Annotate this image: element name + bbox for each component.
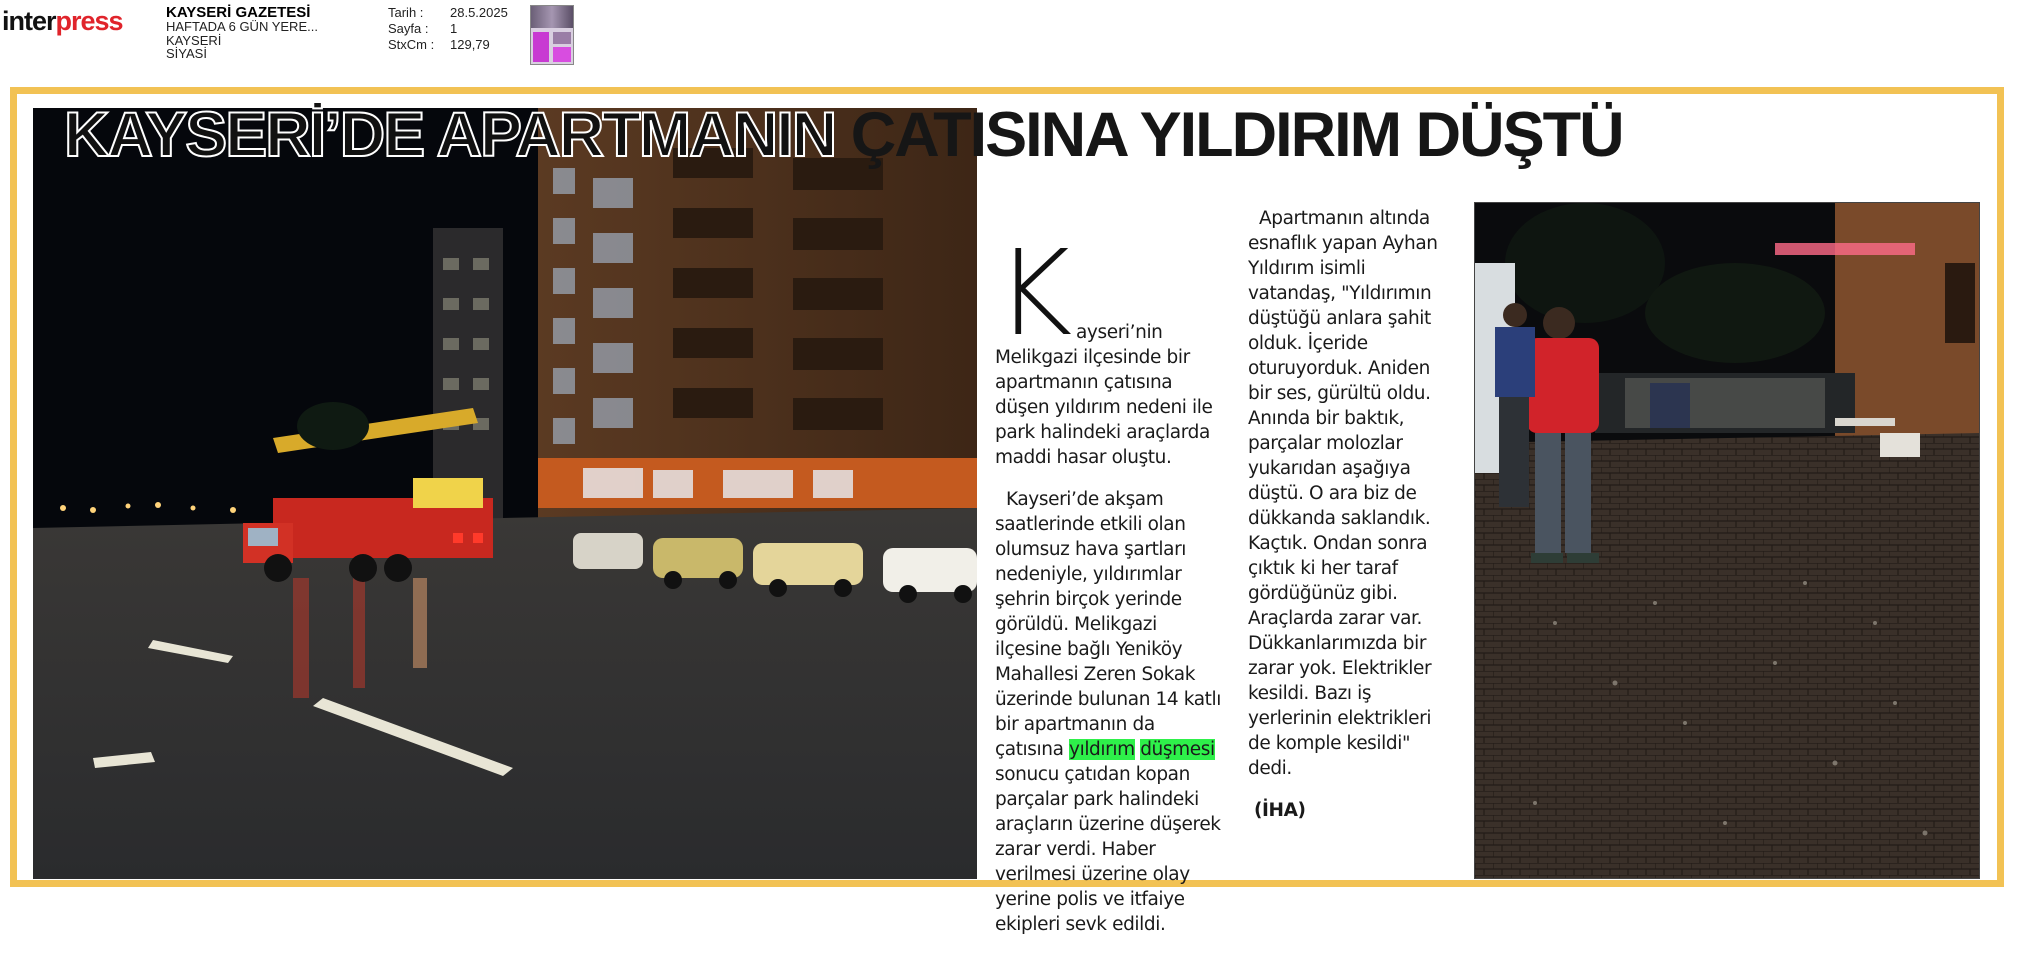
- fire-truck-street-photo: [33, 108, 977, 879]
- highlight-word-2: düşmesi: [1140, 739, 1215, 760]
- headline-solid-part: ÇATISINA YILDIRIM DÜŞTÜ: [850, 100, 1623, 170]
- date-value: 28.5.2025: [450, 5, 508, 20]
- article-headline: [64, 100, 1964, 170]
- highlight-word-1: yıldırım: [1069, 739, 1135, 760]
- paragraph-2: Kayseri’de akşam saatlerinde etkili olan olumsuz hava şartları nedeniyle, yıldırımlar şehrin birçok yerinde görüldü. Melikgazi ilçesine bağlı Yeniköy Mahallesi Zeren Sokak üzerinde bulunan 14 katlı bir apartmanın da çatısına yıldırım düşmesi sonucu çatıdan kopan parçalar park halindeki araçların üzerine düşerek zarar verdi. Haber verilmesi üzerine olay yerine polis ve itfaiye ekipleri sevk edildi.: [995, 489, 1221, 935]
- publication-name: KAYSERİ GAZETESİ: [166, 4, 311, 21]
- publication-frequency: HAFTADA 6 GÜN YERE...: [166, 19, 318, 34]
- drop-cap: K: [995, 224, 1072, 362]
- clipping-meta: [388, 5, 508, 53]
- interpress-logo: interpress: [2, 6, 123, 36]
- publication-city: KAYSERİ: [166, 32, 222, 48]
- publication-category: SİYASİ: [166, 46, 207, 61]
- publication-info: [166, 5, 318, 61]
- page-thumbnail[interactable]: [530, 5, 574, 65]
- page-value: 1: [450, 21, 458, 36]
- paragraph-lead: Kayseri’nin Melikgazi ilçesinde bir apartmanın çatısına düşen yıldırım nedeni ile park halindeki araçlarda maddi hasar oluştu.: [995, 224, 1213, 468]
- stxcm-label: StxCm :: [388, 37, 435, 52]
- date-label: Tarih :: [388, 5, 424, 20]
- headline-outlined-part: KAYSERİ’DE APARTMANIN: [64, 100, 836, 170]
- article-column-2: [1248, 206, 1456, 823]
- stxcm-value: 129,79: [450, 37, 490, 52]
- paragraph-3: Apartmanın altında esnaflık yapan Ayhan Yıldırım isimli vatandaş, "Yıldırımın düştüğü anlara şahit olduk. İçeride oturuyorduk. Aniden bir ses, gürültü oldu. Anında bir baktık, parçalar molozlar yukarıdan aşağıya düştü. O ara biz de dükkanda saklandık. Kaçtık. Ondan sonra çıktık ki her taraf gördüğünüz gibi. Araçlarda zarar var. Dükkanlarımızda bir zarar yok. Elektrikler kesildi. Bazı iş yerlerinin elektrikleri de komple kesildi" dedi.: [1248, 208, 1438, 779]
- agency-signature: (İHA): [1254, 800, 1306, 821]
- debris-courtyard-photo: [1474, 202, 1980, 879]
- article-column-1: [995, 224, 1225, 954]
- page-label: Sayfa :: [388, 21, 429, 36]
